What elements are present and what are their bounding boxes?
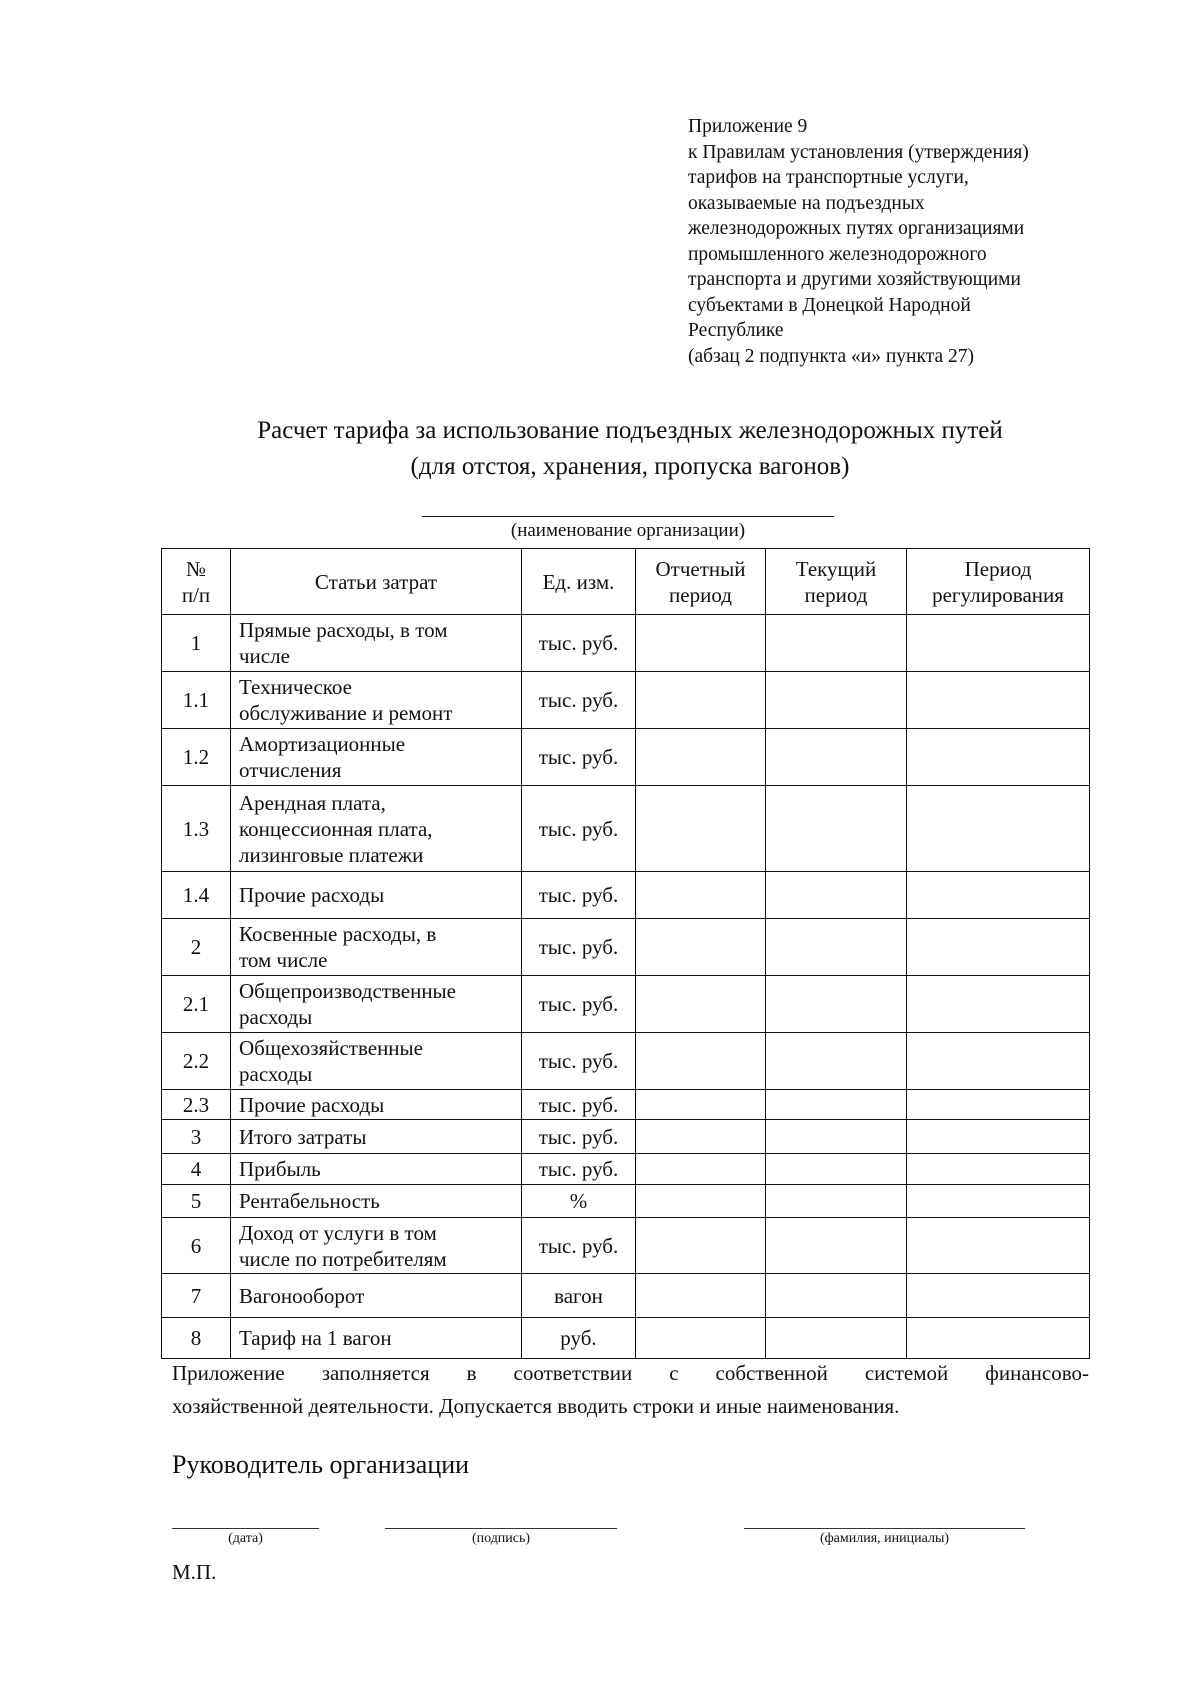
table-row (162, 1090, 1090, 1120)
regulation-value-cell[interactable] (907, 1154, 1090, 1185)
regulation-value-cell[interactable] (907, 1274, 1090, 1318)
regulation-value-cell[interactable] (907, 919, 1090, 976)
annex-line: субъектами в Донецкой Народной (688, 294, 971, 316)
annex-line: к Правилам установления (утверждения) (688, 141, 1029, 163)
cost-item: Прибыль (231, 1154, 522, 1185)
reporting-value-cell[interactable] (636, 786, 766, 872)
current-value-cell[interactable] (766, 1274, 907, 1318)
signature-line (385, 1528, 617, 1529)
regulation-value-cell[interactable] (907, 872, 1090, 919)
signatory-title: Руководитель организации (172, 1450, 470, 1479)
unit-cell: тыс. руб. (522, 786, 636, 872)
document-subtitle: (для отстоя, хранения, пропуска вагонов) (410, 453, 850, 480)
organization-name-line (422, 516, 834, 517)
current-value-cell[interactable] (766, 976, 907, 1033)
current-value-cell[interactable] (766, 786, 907, 872)
table-row (162, 729, 1090, 786)
cost-item: Прямые расходы, в том числе (231, 615, 522, 672)
table-row (162, 1318, 1090, 1359)
table-note (172, 1357, 1089, 1423)
full-name-caption: (фамилия, инициалы) (819, 1531, 950, 1546)
current-value-cell[interactable] (766, 1090, 907, 1120)
note-line: хозяйственной деятельности. Допускается вводить строки и иные наименования. (172, 1394, 900, 1418)
regulation-value-cell[interactable] (907, 672, 1090, 729)
date-caption: (дата) (228, 1531, 263, 1546)
tariff-calculation-table (161, 548, 1090, 1359)
row-number: 2 (162, 919, 231, 976)
regulation-value-cell[interactable] (907, 1120, 1090, 1154)
reporting-value-cell[interactable] (636, 1120, 766, 1154)
row-number: 4 (162, 1154, 231, 1185)
unit-cell: % (522, 1185, 636, 1218)
cost-item: Общепроизводственные расходы (231, 976, 522, 1033)
reporting-value-cell[interactable] (636, 919, 766, 976)
table-row (162, 786, 1090, 872)
row-number: 8 (162, 1318, 231, 1359)
unit-cell: тыс. руб. (522, 919, 636, 976)
header-regulation-period: Период регулирования (907, 549, 1090, 615)
unit-cell: тыс. руб. (522, 1033, 636, 1090)
reporting-value-cell[interactable] (636, 1154, 766, 1185)
regulation-value-cell[interactable] (907, 786, 1090, 872)
current-value-cell[interactable] (766, 1033, 907, 1090)
table-row (162, 1274, 1090, 1318)
current-value-cell[interactable] (766, 1218, 907, 1274)
regulation-value-cell[interactable] (907, 1033, 1090, 1090)
cost-item: Тариф на 1 вагон (231, 1318, 522, 1359)
date-line (172, 1528, 319, 1529)
annex-line: (абзац 2 подпункта «и» пункта 27) (688, 345, 974, 367)
unit-cell: руб. (522, 1318, 636, 1359)
header-num: № п/п (162, 549, 231, 615)
full-name-line (744, 1528, 1025, 1529)
unit-cell: тыс. руб. (522, 1154, 636, 1185)
regulation-value-cell[interactable] (907, 729, 1090, 786)
table-row (162, 976, 1090, 1033)
row-number: 1 (162, 615, 231, 672)
table-row (162, 919, 1090, 976)
annex-reference (688, 114, 1108, 369)
row-number: 6 (162, 1218, 231, 1274)
unit-cell: вагон (522, 1274, 636, 1318)
cost-item: Прочие расходы (231, 872, 522, 919)
annex-line: тарифов на транспортные услуги, (688, 167, 969, 188)
regulation-value-cell[interactable] (907, 976, 1090, 1033)
unit-cell: тыс. руб. (522, 1090, 636, 1120)
annex-line: Приложение 9 (688, 116, 808, 137)
row-number: 1.2 (162, 729, 231, 786)
current-value-cell[interactable] (766, 1318, 907, 1359)
regulation-value-cell[interactable] (907, 1218, 1090, 1274)
header-current-period: Текущий период (766, 549, 907, 615)
current-value-cell[interactable] (766, 615, 907, 672)
current-value-cell[interactable] (766, 729, 907, 786)
unit-cell: тыс. руб. (522, 1120, 636, 1154)
row-number: 2.1 (162, 976, 231, 1033)
document-title: Расчет тарифа за использование подъездных железнодорожных путей (257, 417, 1003, 444)
row-number: 3 (162, 1120, 231, 1154)
header-reporting-period: Отчетный период (636, 549, 766, 615)
reporting-value-cell[interactable] (636, 1090, 766, 1120)
reporting-value-cell[interactable] (636, 872, 766, 919)
table-row (162, 615, 1090, 672)
cost-item: Общехозяйственные расходы (231, 1033, 522, 1090)
current-value-cell[interactable] (766, 672, 907, 729)
table-row (162, 1154, 1090, 1185)
table-row (162, 672, 1090, 729)
reporting-value-cell[interactable] (636, 1274, 766, 1318)
current-value-cell[interactable] (766, 1154, 907, 1185)
table-header-row (162, 549, 1090, 615)
signature-caption: (подпись) (471, 1531, 531, 1546)
reporting-value-cell[interactable] (636, 729, 766, 786)
table-row (162, 1120, 1090, 1154)
note-line: Приложение заполняется в соответствии с собственной системой финансово- (172, 1361, 1089, 1385)
row-number: 2.3 (162, 1090, 231, 1120)
unit-cell: тыс. руб. (522, 672, 636, 729)
reporting-value-cell[interactable] (636, 1185, 766, 1218)
current-value-cell[interactable] (766, 1120, 907, 1154)
cost-item: Итого затраты (231, 1120, 522, 1154)
cost-item: Рентабельность (231, 1185, 522, 1218)
row-number: 1.3 (162, 786, 231, 872)
cost-item: Вагонооборот (231, 1274, 522, 1318)
regulation-value-cell[interactable] (907, 1090, 1090, 1120)
cost-item: Амортизационные отчисления (231, 729, 522, 786)
current-value-cell[interactable] (766, 919, 907, 976)
table-row (162, 1033, 1090, 1090)
unit-cell: тыс. руб. (522, 615, 636, 672)
table-row (162, 872, 1090, 919)
regulation-value-cell[interactable] (907, 1318, 1090, 1359)
annex-line: железнодорожных путях организациями (688, 218, 1025, 239)
annex-line: Республике (688, 320, 784, 341)
table-row (162, 1218, 1090, 1274)
unit-cell: тыс. руб. (522, 976, 636, 1033)
organization-name-caption: (наименование организации) (510, 520, 746, 541)
table-row (162, 1185, 1090, 1218)
cost-item: Арендная плата, концессионная плата, лизинговые платежи (231, 786, 522, 872)
regulation-value-cell[interactable] (907, 1185, 1090, 1218)
unit-cell: тыс. руб. (522, 729, 636, 786)
header-cost-item: Статьи затрат (231, 549, 522, 615)
reporting-value-cell[interactable] (636, 1218, 766, 1274)
cost-item: Прочие расходы (231, 1090, 522, 1120)
row-number: 5 (162, 1185, 231, 1218)
reporting-value-cell[interactable] (636, 672, 766, 729)
reporting-value-cell[interactable] (636, 615, 766, 672)
annex-line: транспорта и другими хозяйствующими (688, 269, 1021, 290)
annex-line: промышленного железнодорожного (688, 243, 987, 265)
unit-cell: тыс. руб. (522, 1218, 636, 1274)
cost-item: Косвенные расходы, в том числе (231, 919, 522, 976)
unit-cell: тыс. руб. (522, 872, 636, 919)
current-value-cell[interactable] (766, 1185, 907, 1218)
cost-item: Доход от услуги в том числе по потребителям (231, 1218, 522, 1274)
reporting-value-cell[interactable] (636, 976, 766, 1033)
annex-line: оказываемые на подъездных (688, 192, 925, 214)
reporting-value-cell[interactable] (636, 1033, 766, 1090)
cost-item: Техническое обслуживание и ремонт (231, 672, 522, 729)
row-number: 2.2 (162, 1033, 231, 1090)
regulation-value-cell[interactable] (907, 615, 1090, 672)
current-value-cell[interactable] (766, 872, 907, 919)
stamp-place: М.П. (172, 1560, 217, 1584)
reporting-value-cell[interactable] (636, 1318, 766, 1359)
row-number: 7 (162, 1274, 231, 1318)
row-number: 1.1 (162, 672, 231, 729)
header-unit: Ед. изм. (522, 549, 636, 615)
row-number: 1.4 (162, 872, 231, 919)
